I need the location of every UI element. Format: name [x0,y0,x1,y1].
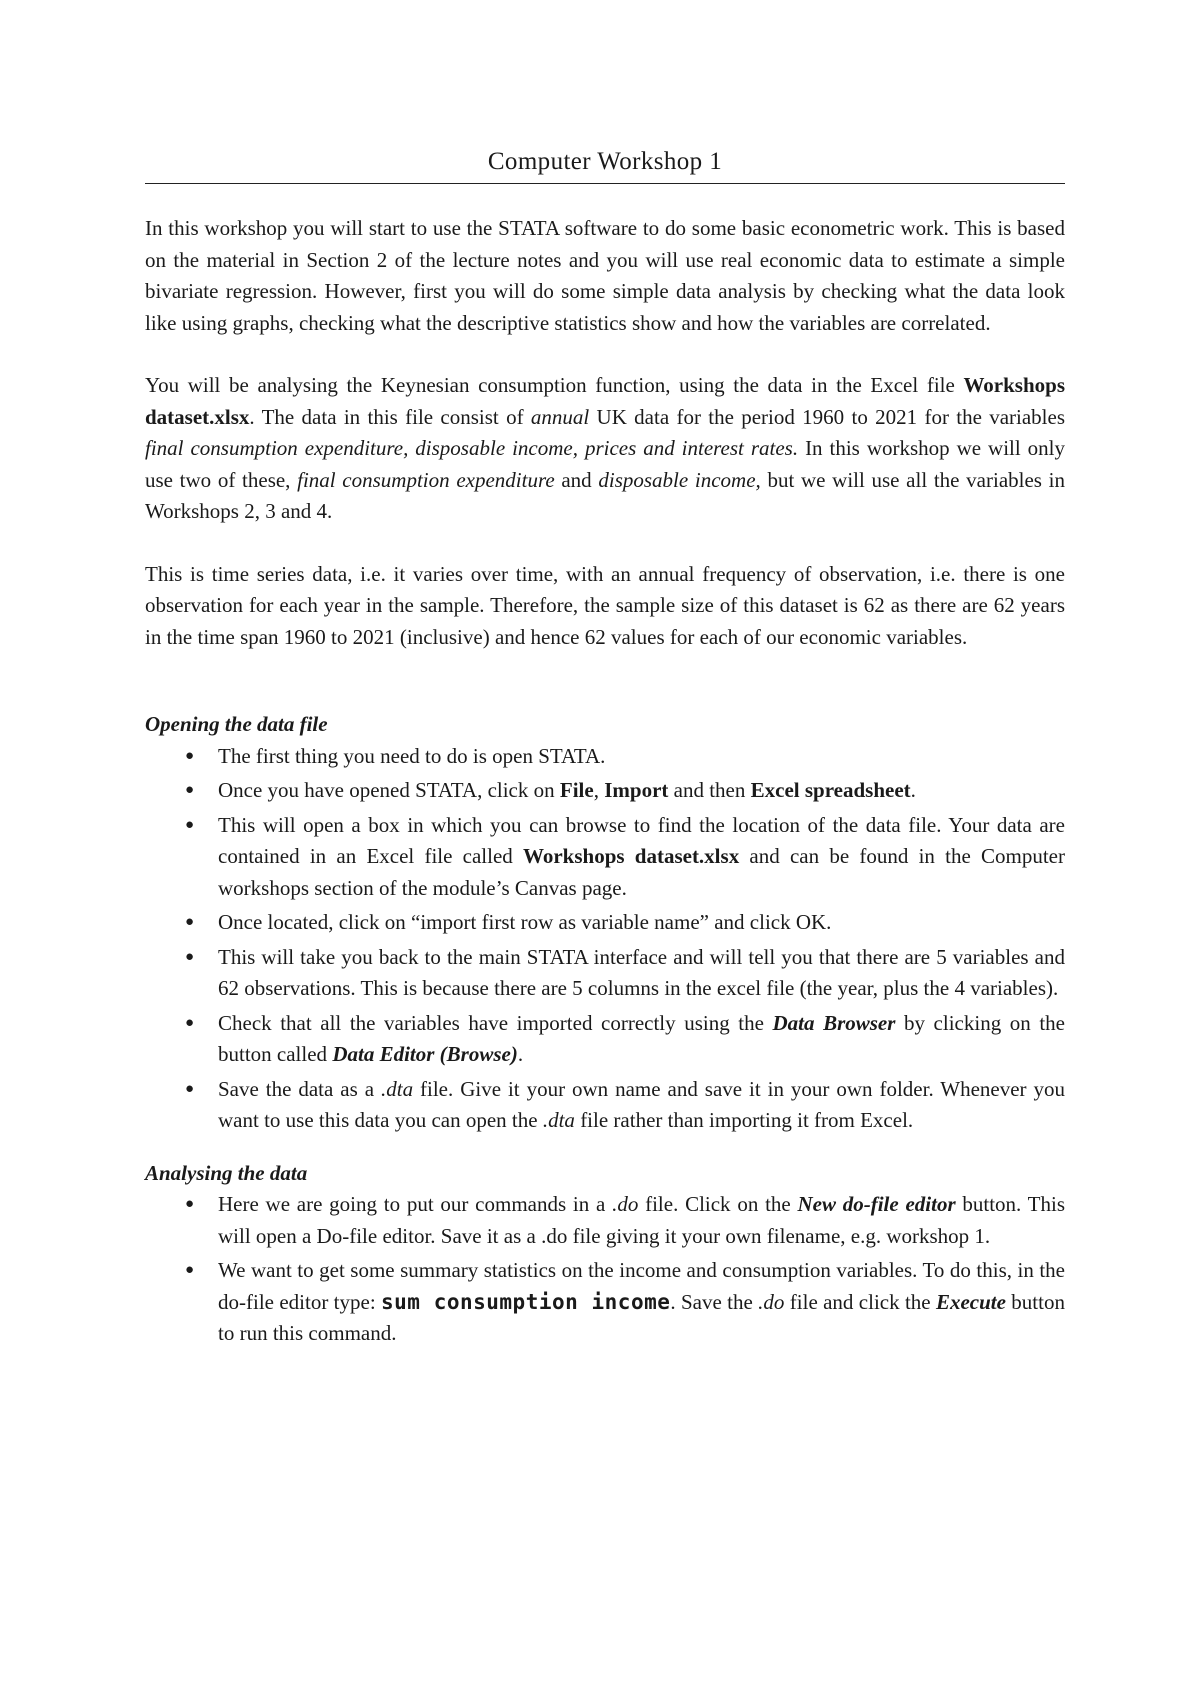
analysing-steps-list [145,1189,1065,1350]
bullet-icon: ● [185,816,195,833]
list-item: ● Save the data as a .dta file. Give it your own name and save it in your own folder. Whenever you want to use this data you can open the .dta file rather than importing it from Excel. [145,1074,1065,1137]
filename-text: Workshops dataset.xlsx [145,373,1065,429]
bullet-icon: ● [185,1196,195,1212]
bullet-icon: ● [185,1080,195,1097]
list-item: ● This will open a box in which you can browse to find the location of the data file. Your data are contained in an Excel file called Workshops dataset.xlsx and can be found in the Computer workshops section of the module’s Canvas page. [145,810,1065,905]
stata-command: sum consumption income [381,1289,671,1314]
intro-paragraph-1: In this workshop you will start to use the STATA software to do some basic econometric work. This is based on the material in Section 2 of the lecture notes and you will use real economic data to estimate a simple bivariate regression. However, first you will do some simple data analysis by checking what the data look like using graphs, checking what the descriptive statistics show and how the variables are correlated. [145,216,1065,335]
list-item: ● This will take you back to the main STATA interface and will tell you that there are 5 variables and 62 observations. This is because there are 5 columns in the excel file (the year, plus the 4 variables). [145,942,1065,1005]
page-title: Computer Workshop 1 [487,148,723,175]
title-divider [145,183,1065,184]
list-item: ● Check that all the variables have imported correctly using the Data Browser by clicking on the button called Data Editor (Browse). [145,1008,1065,1071]
list-item: ● We want to get some summary statistics on the income and consumption variables. To do this, in the do-file editor type: sum consumption income. Save the .do file and click the Execute button to run this command. [145,1255,1065,1350]
section-heading-analysing: Analysing the data [145,1160,308,1185]
intro-paragraph-3: This is time series data, i.e. it varies over time, with an annual frequency of observation, i.e. there is one observation for each year in the sample. Therefore, the sample size of this dataset is 62 as there are 62 years in the time span 1960 to 2021 (inclusive) and hence 62 values for each of our economic variables. [145,561,1065,649]
bullet-icon: ● [185,914,195,930]
section-heading-opening: Opening the data file [145,712,328,736]
list-item: ● The first thing you need to do is open STATA. [145,741,1065,773]
bullet-icon: ● [185,1262,195,1278]
bullet-icon: ● [185,948,195,965]
bullet-icon: ● [185,782,195,798]
document-page [145,145,1065,1353]
bullet-icon: ● [185,1014,195,1031]
list-item: ● Once located, click on “import first row as variable name” and click OK. [145,907,1065,939]
list-item: ● Once you have opened STATA, click on File, Import and then Excel spreadsheet. [145,775,1065,807]
list-item: ● Here we are going to put our commands in a .do file. Click on the New do-file editor button. This will open a Do-file editor. Save it as a .do file giving it your own filename, e.g. workshop 1. [145,1189,1065,1252]
intro-paragraph-2: You will be analysing the Keynesian consumption function, using the data in the Excel file Workshops dataset.xlsx. The data in this file consist of annual UK data for the period 1960 to 2021 for the variables final consumption expenditure, disposable income, prices and interest rates. In this workshop we will only use two of these, final consumption expenditure and disposable income, but we will use all the variables in Workshops 2, 3 and 4. [145,373,1066,523]
bullet-icon: ● [185,747,195,764]
opening-steps-list [145,741,1065,1137]
